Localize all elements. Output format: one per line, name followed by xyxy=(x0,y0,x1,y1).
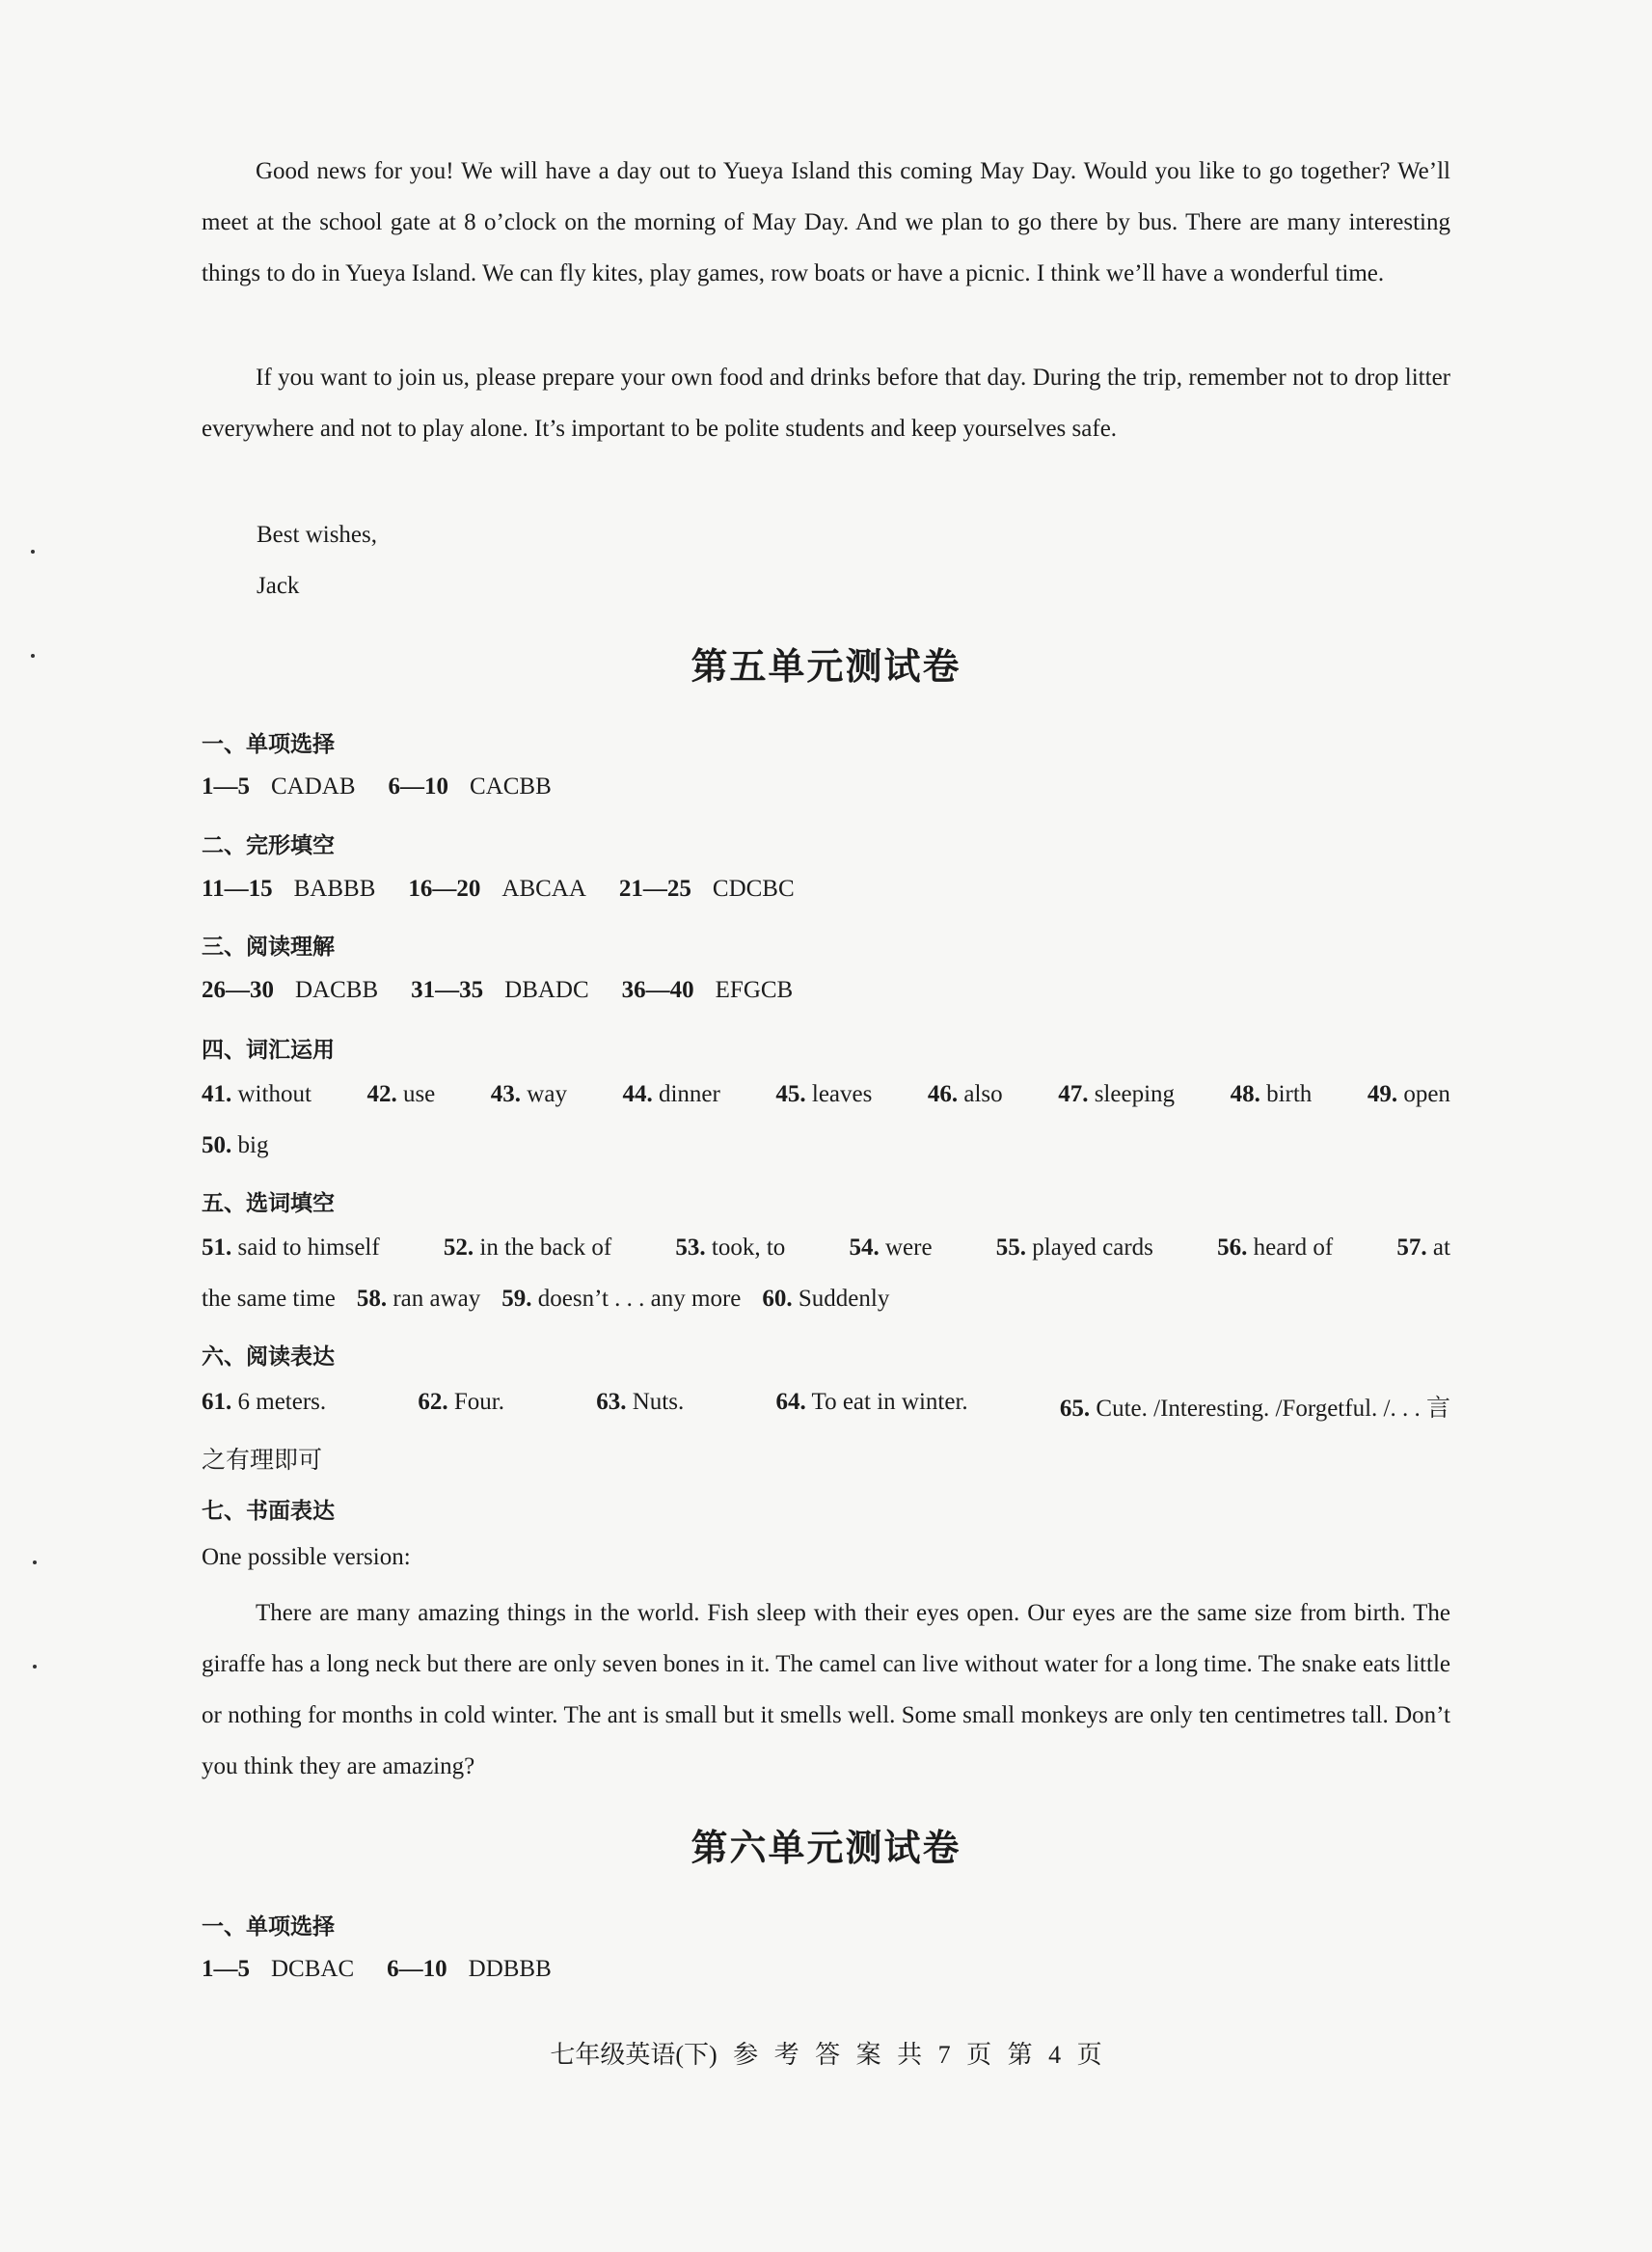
unit5-section2-answers xyxy=(202,876,795,903)
unit5-section5-row2: the same time 58. ran away 59. doesn’t . . . any more 60. Suddenly xyxy=(202,1286,890,1312)
answer: CACBB xyxy=(470,773,552,800)
answer-item: 55. played cards xyxy=(995,1235,1153,1261)
question-range: 36—40 xyxy=(621,977,694,1003)
question-range: 26—30 xyxy=(202,977,274,1003)
answer-item: 54. were xyxy=(849,1235,933,1261)
question-range: 1—5 xyxy=(202,1956,250,1982)
sample-essay: There are many amazing things in the world. Fish sleep with their eyes open. Our eyes are the same size from birth. The giraffe has a long neck but there are only seven bones in it. The camel can live without water for a long time. The snake eats little or nothing for months in cold winter. The ant is small but it smells well. Some small monkeys are only ten centimetres tall. Don’t you think they are amazing? xyxy=(202,1600,1450,1779)
answer: EFGCB xyxy=(715,977,794,1003)
answer: DACBB xyxy=(295,977,379,1003)
letter-paragraph-2: If you want to join us, please prepare your own food and drinks before that day. During the trip, remember not to drop litter everywhere and not to play alone. It’s important to be polite students and keep yourselves safe. xyxy=(202,365,1450,442)
answer-item: 47. sleeping xyxy=(1058,1081,1176,1107)
letter-signature: Jack xyxy=(257,573,300,599)
answer-item: 41. without xyxy=(202,1081,311,1107)
question-range: 31—35 xyxy=(411,977,484,1003)
unit5-section1-heading: 一、单项选择 xyxy=(202,732,335,757)
answer: DCBAC xyxy=(271,1956,355,1982)
answer-item: 64. To eat in winter. xyxy=(775,1389,968,1415)
unit5-section7-heading: 七、书面表达 xyxy=(202,1499,335,1524)
question-range: 16—20 xyxy=(408,876,481,902)
answer-item: 63. Nuts. xyxy=(596,1389,685,1415)
answer-item: 45. leaves xyxy=(775,1081,873,1107)
letter-closing: Best wishes, xyxy=(257,522,377,548)
unit5-section6-heading: 六、阅读表达 xyxy=(202,1344,335,1370)
answer: DBADC xyxy=(504,977,589,1003)
answer-item: 56. heard of xyxy=(1217,1235,1334,1261)
answer-item: 49. open xyxy=(1367,1081,1450,1107)
answer-item: 52. in the back of xyxy=(443,1235,612,1261)
question-range: 1—5 xyxy=(202,773,250,800)
answer: ABCAA xyxy=(501,876,586,902)
unit6-section1-answers xyxy=(202,1956,552,1983)
unit5-section4-heading: 四、词汇运用 xyxy=(202,1038,335,1063)
unit5-section6-row1 xyxy=(202,1389,1450,1424)
unit5-section4-last: 50. big xyxy=(202,1132,269,1158)
unit5-section3-answers xyxy=(202,977,793,1004)
answer-item: 44. dinner xyxy=(622,1081,720,1107)
answer-item: 62. Four. xyxy=(418,1389,504,1415)
unit5-section1-answers xyxy=(202,773,552,800)
question-range: 6—10 xyxy=(388,773,449,800)
answer: BABBB xyxy=(293,876,376,902)
unit5-section5-row1 xyxy=(202,1235,1450,1262)
answer-item: 57. at xyxy=(1396,1235,1450,1261)
question-range: 21—25 xyxy=(618,876,691,902)
unit5-section2-heading: 二、完形填空 xyxy=(202,833,335,858)
unit6-title: 第六单元测试卷 xyxy=(691,1827,961,1869)
answer: DDBBB xyxy=(468,1956,552,1982)
unit5-section3-heading: 三、阅读理解 xyxy=(202,935,335,960)
answer: CADAB xyxy=(271,773,356,800)
answer-item: 61. 6 meters. xyxy=(202,1389,327,1415)
page-footer: 七年级英语(下) 参 考 答 案 共 7 页 第 4 页 xyxy=(550,2041,1102,2069)
question-range: 6—10 xyxy=(387,1956,447,1982)
answer-item: 42. use xyxy=(366,1081,436,1107)
margin-dot xyxy=(33,1560,37,1564)
answer-item: 43. way xyxy=(490,1081,567,1107)
unit5-section4-answers xyxy=(202,1081,1450,1108)
answer-item: 65. Cute. /Interesting. /Forgetful. /. . . 言 xyxy=(1059,1396,1450,1422)
answer: CDCBC xyxy=(712,876,795,902)
answer-item: 46. also xyxy=(927,1081,1003,1107)
sample-version-label: One possible version: xyxy=(202,1544,411,1570)
letter-paragraph-1: Good news for you! We will have a day out to Yueya Island this coming May Day. Would you like to go together? We’ll meet at the school gate at 8 o’clock on the morning of May Day. And we plan to go there by bus. There are many interesting things to do in Yueya Island. We can fly kites, play games, row boats or have a picnic. I think we’ll have a wonderful time. xyxy=(202,158,1450,286)
margin-dot xyxy=(33,1665,37,1669)
question-range: 11—15 xyxy=(202,876,273,902)
answer-item: 53. took, to xyxy=(675,1235,786,1261)
unit6-section1-heading: 一、单项选择 xyxy=(202,1914,335,1940)
unit5-section5-heading: 五、选词填空 xyxy=(202,1191,335,1216)
unit5-title: 第五单元测试卷 xyxy=(691,645,961,688)
margin-dot xyxy=(31,550,35,554)
answer-item: 51. said to himself xyxy=(202,1235,380,1261)
unit5-section6-continued: 之有理即可 xyxy=(202,1448,323,1474)
answer-item: 48. birth xyxy=(1230,1081,1313,1107)
